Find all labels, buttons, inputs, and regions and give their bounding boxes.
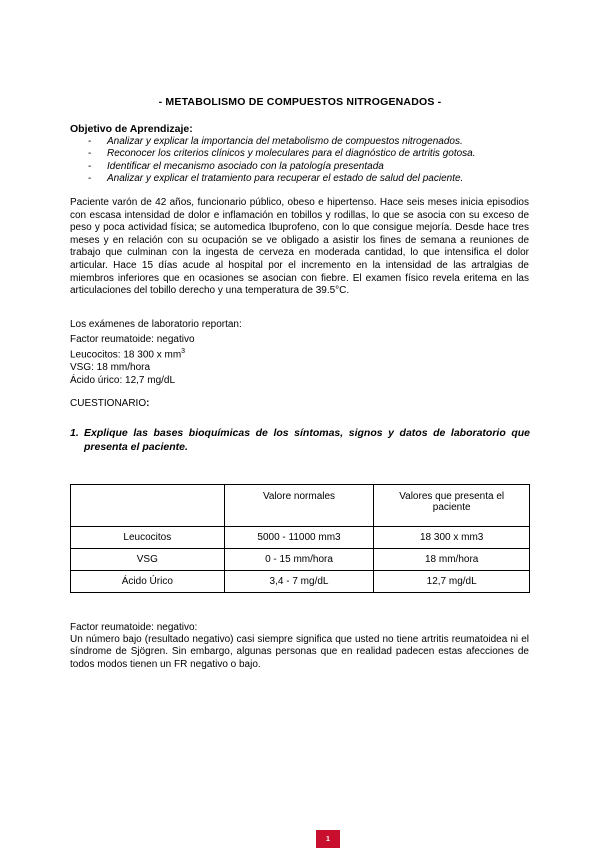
objective-item: - Identificar el mecanismo asociado con la patología presentada (88, 160, 384, 172)
lab-exponent: 3 (181, 348, 186, 356)
question-number: 1. (70, 427, 79, 439)
cuestionario-heading (70, 398, 149, 409)
objective-text: Identificar el mecanismo asociado con la patología presentada (107, 160, 384, 172)
table-row (71, 571, 530, 593)
objective-item: - Analizar y explicar la importancia del metabolismo de compuestos nitrogenados. (88, 136, 463, 147)
table-row (71, 527, 530, 549)
lab-result-vsg: VSG: 18 mm/hora (70, 362, 151, 374)
lab-values-table (70, 484, 530, 593)
cuestionario-colon: : (146, 398, 150, 409)
table-cell: 18 300 x mm3 (374, 527, 530, 549)
lab-result-leucocitos (70, 346, 195, 362)
table-cell: 5000 - 11000 mm3 (224, 527, 374, 549)
table-cell: Leucocitos (71, 527, 225, 549)
objective-text: Reconocer los criterios clínicos y moleculares para el diagnóstico de artritis gotosa. (107, 148, 476, 160)
labs-intro: Los exámenes de laboratorio reportan: (70, 319, 242, 330)
lab-results-list (70, 334, 195, 387)
table-cell: Ácido Úrico (71, 571, 225, 593)
table-header-row (71, 485, 530, 527)
factor-reumatoide-text: Un número bajo (resultado negativo) casi siempre significa que usted no tiene artritis reumatoidea ni el síndrome de Sjögren. Sin embargo, algunas personas que en realidad padecen estas afecciones de todos modos tienen un FR negativo o bajo. (70, 634, 529, 670)
table-header-cell: Valore normales (224, 485, 374, 527)
case-description: Paciente varón de 42 años, funcionario público, obeso e hipertenso. Hace seis meses inicia episodios con escasa intensidad de dolor e inflamación en tobillos y rodillas, lo que se asocia con su exceso de peso y poca actividad física; se automedica Ibuprofeno, con lo que consigue mejoría. Desde hace tres meses y en relación con su ocupación se ve obligado a asistir los fines de semana a reuniones de trabajo que culminan con la ingesta de cerveza en moderada cantidad, lo que intensifica el dolor articular. Hace 15 días acude al hospital por el incremento en la intensidad de las artralgias de miembros inferiores que en ocasiones se asocian con fiebre. El examen físico revela eritema en las articulaciones del tobillo derecho y una temperatura de 39.5°C. (70, 197, 529, 297)
table-header-cell: Valores que presenta el paciente (374, 485, 530, 527)
question-text: Explique las bases bioquímicas de los síntomas, signos y datos de laboratorio que presenta el paciente. (84, 427, 530, 453)
table-row (71, 549, 530, 571)
objective-text: Analizar y explicar la importancia del metabolismo de compuestos nitrogenados. (107, 136, 463, 147)
table-cell: VSG (71, 549, 225, 571)
table-cell: 12,7 mg/dL (374, 571, 530, 593)
table-cell: 18 mm/hora (374, 549, 530, 571)
lab-result-uric-acid: Ácido úrico: 12,7 mg/dL (70, 374, 176, 386)
objective-text: Analizar y explicar el tratamiento para recuperar el estado de salud del paciente. (107, 173, 464, 185)
table-cell: 0 - 15 mm/hora (224, 549, 374, 571)
objectives-list (88, 136, 548, 186)
lab-result-rf: Factor reumatoide: negativo (70, 334, 195, 345)
page-number-tab: 1 (316, 830, 340, 848)
table-cell: 3,4 - 7 mg/dL (224, 571, 374, 593)
objective-item: - Reconocer los criterios clínicos y moleculares para el diagnóstico de artritis gotosa. (88, 148, 476, 160)
cuestionario-label: CUESTIONARIO (70, 398, 147, 409)
lab-value: Leucocitos: 18 300 x mm (70, 349, 182, 361)
document-title: - METABOLISMO DE COMPUESTOS NITROGENADOS - (158, 96, 442, 108)
factor-reumatoide-heading: Factor reumatoide: negativo: (70, 622, 198, 633)
question-1 (70, 426, 530, 454)
table-header-cell (71, 485, 225, 527)
objective-item: - Analizar y explicar el tratamiento para recuperar el estado de salud del paciente. (88, 173, 464, 185)
objectives-heading: Objetivo de Aprendizaje: (70, 123, 193, 135)
